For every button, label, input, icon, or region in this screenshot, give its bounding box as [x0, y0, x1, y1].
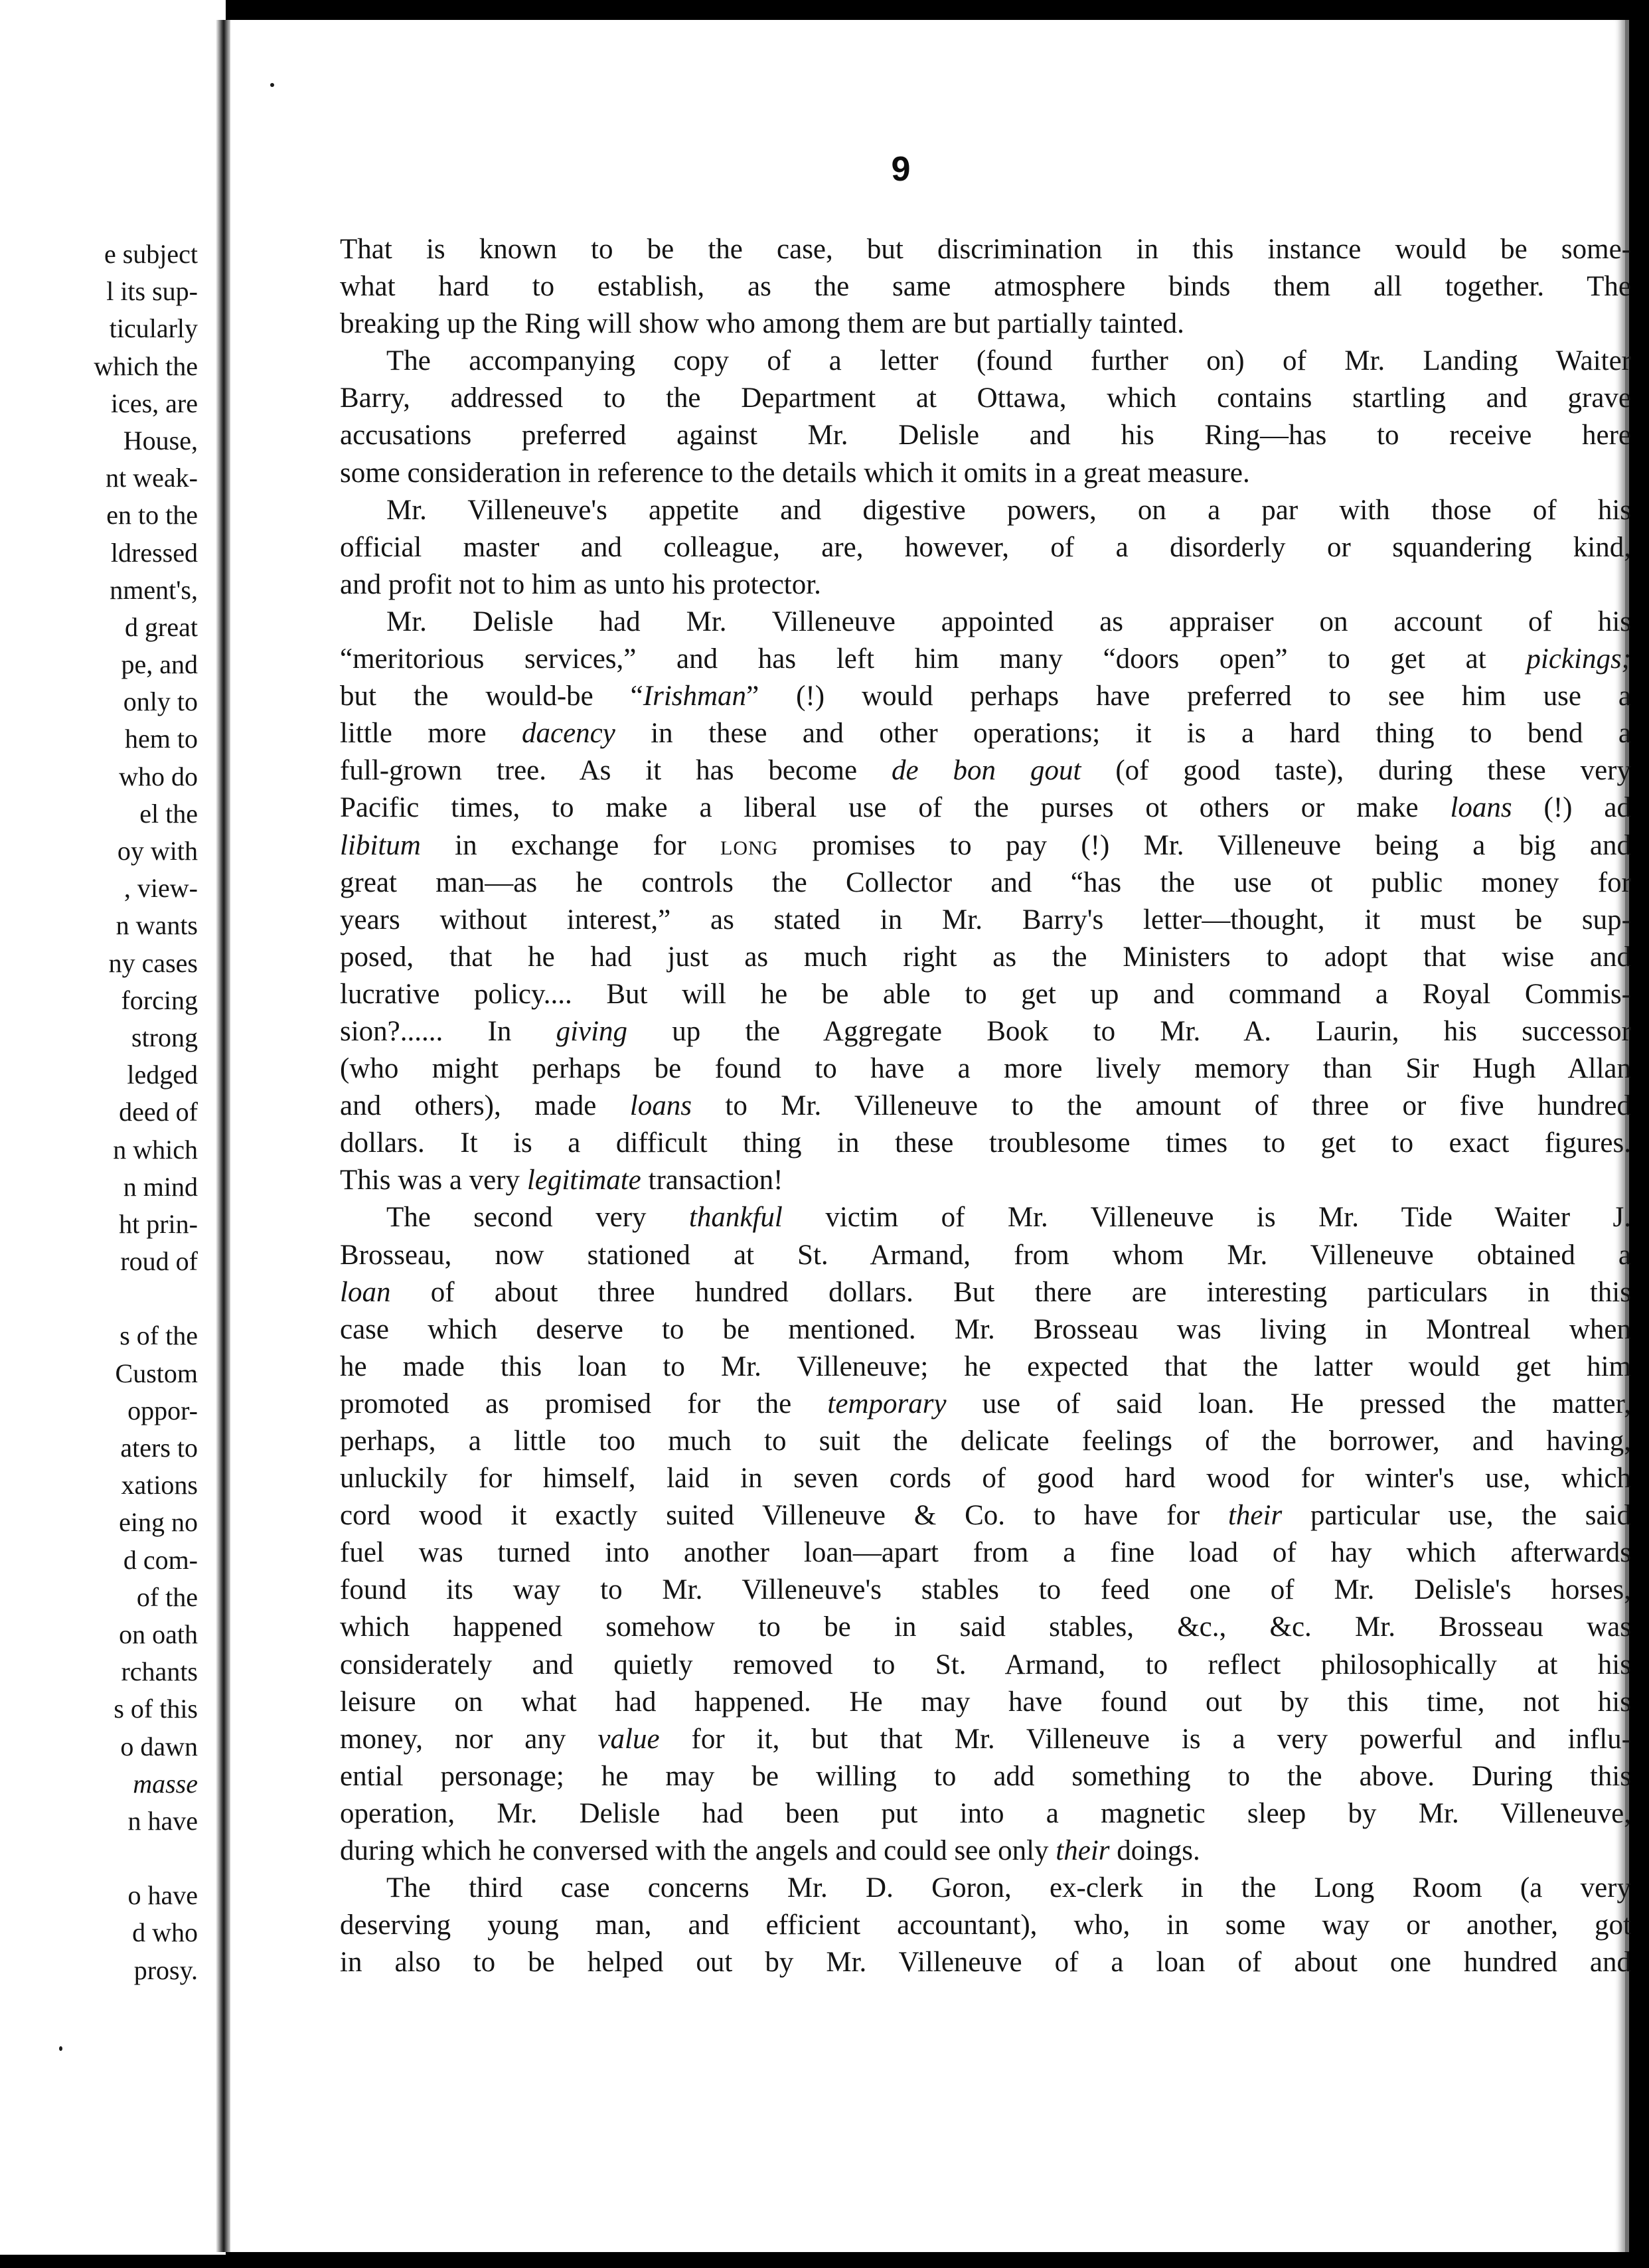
book-gutter — [216, 20, 230, 2252]
facing-page-line: strong — [131, 1022, 198, 1052]
facing-page-line: s of this — [114, 1694, 198, 1724]
facing-page-line: s of the — [119, 1321, 198, 1351]
facing-page-line: e subject — [104, 239, 198, 269]
facing-page-line: en to the — [106, 500, 198, 530]
body-line: cord wood it exactly suited Villeneuve & Co. to have for their particular use, the said — [340, 1500, 1631, 1532]
facing-page-line: deed of — [119, 1097, 198, 1127]
facing-page-line: d great — [125, 611, 198, 642]
body-line: libitum in exchange for long promises to pay (!) Mr. Villeneuve being a big and — [340, 829, 1631, 861]
facing-page-line: prosy. — [133, 1955, 198, 1985]
facing-page-line: forcing — [121, 985, 198, 1015]
body-line: sion?...... In giving up the Aggregate Book to Mr. A. Laurin, his successor — [340, 1015, 1631, 1047]
facing-page-line: o dawn — [120, 1731, 198, 1761]
body-line: Mr. Villeneuve's appetite and digestive powers, on a par with those of his — [386, 494, 1631, 526]
body-line: Brosseau, now stationed at St. Armand, from whom Mr. Villeneuve obtained a — [340, 1239, 1631, 1271]
facing-page-line: on oath — [119, 1619, 198, 1649]
body-line: loan of about three hundred dollars. But there are interesting particulars in this — [340, 1276, 1631, 1308]
facing-page-line: aters to — [120, 1433, 198, 1463]
body-line: dollars. It is a difficult thing in these troublesome times to get to exact figures. — [340, 1127, 1631, 1159]
body-line: ential personage; he may be willing to add something to the above. During this — [340, 1760, 1631, 1792]
facing-page-line: only to — [123, 687, 198, 717]
facing-page-line: n which — [113, 1134, 198, 1165]
body-line: in also to be helped out by Mr. Villeneuve of a loan of about one hundred and — [340, 1947, 1631, 1979]
facing-page-line: ny cases — [108, 947, 198, 978]
body-line: which happened somehow to be in said stables, &c., &c. Mr. Brosseau was — [340, 1611, 1631, 1643]
facing-page-line: ices, are — [110, 388, 198, 418]
facing-page-line: of the — [136, 1581, 198, 1612]
body-line: years without interest,” as stated in Mr. Barry's letter—thought, it must be sup- — [340, 904, 1631, 935]
facing-page-line: oy with — [117, 836, 198, 866]
facing-page-line: nt weak- — [106, 463, 198, 493]
facing-page-line: l its sup- — [106, 276, 198, 307]
body-line: what hard to establish, as the same atmosphere binds them all together. The — [340, 271, 1631, 303]
main-page — [230, 20, 1629, 2252]
facing-page-line: Custom — [115, 1358, 198, 1388]
facing-page-line: oppor- — [127, 1395, 198, 1425]
facing-page-line: ht prin- — [119, 1208, 198, 1239]
facing-page-line — [0, 1840, 198, 1877]
facing-page-line: House, — [123, 425, 198, 455]
body-line: during which he conversed with the angels and could see only their doings. — [340, 1835, 1200, 1867]
body-line: Barry, addressed to the Department at Ottawa, which contains startling and grave — [340, 382, 1631, 414]
facing-page-line: ledged — [127, 1060, 198, 1090]
facing-page-line: hem to — [125, 724, 198, 754]
facing-page-line: pe, and — [121, 649, 198, 680]
body-line: leisure on what had happened. He may have found out by this time, not his — [340, 1686, 1631, 1718]
facing-page-line: n wants — [116, 910, 198, 941]
facing-page-line: who do — [119, 761, 198, 791]
body-line: breaking up the Ring will show who among them are but partially tainted. — [340, 308, 1184, 340]
scan-speck — [59, 2046, 62, 2051]
body-line: That is known to be the case, but discrimination in this instance would be some- — [340, 234, 1631, 265]
body-line: (who might perhaps be found to have a more lively memory than Sir Hugh Allan — [340, 1053, 1631, 1085]
body-line: case which deserve to be mentioned. Mr. Brosseau was living in Montreal when — [340, 1313, 1631, 1345]
body-line: and others), made loans to Mr. Villeneuve to the amount of three or five hundred — [340, 1090, 1631, 1122]
facing-page-line: nment's, — [110, 574, 198, 605]
body-line: “meritorious services,” and has left him many “doors open” to get at pickings; — [340, 643, 1631, 675]
facing-page-line: ldressed — [110, 537, 198, 568]
body-line: operation, Mr. Delisle had been put into a magnetic sleep by Mr. Villeneuve, — [340, 1797, 1631, 1829]
scan-speck — [270, 83, 274, 87]
body-line: some consideration in reference to the details which it omits in a great measure. — [340, 457, 1250, 489]
body-line: considerately and quietly removed to St. Armand, to reflect philosophically at his — [340, 1649, 1631, 1680]
body-line: perhaps, a little too much to suit the delicate feelings of the borrower, and having, — [340, 1425, 1631, 1457]
body-line: accusations preferred against Mr. Delisle and his Ring—has to receive here — [340, 420, 1631, 451]
facing-page-line: d com- — [123, 1544, 198, 1575]
body-line: official master and colleague, are, however, of a disorderly or squandering kind, — [340, 531, 1631, 563]
body-line: unluckily for himself, laid in seven cords of good hard wood for winter's use, which — [340, 1463, 1631, 1495]
scan-border-bottom — [0, 2252, 1649, 2268]
facing-page-line: masse — [133, 1768, 198, 1799]
facing-page-left — [0, 0, 226, 2255]
body-line: fuel was turned into another loan—apart from a fine load of hay which afterwards — [340, 1537, 1631, 1569]
body-line: but the would-be “Irishman” (!) would perhaps have preferred to see him use a — [340, 681, 1631, 712]
facing-page-line — [0, 1280, 198, 1317]
facing-page-line: roud of — [120, 1246, 198, 1277]
facing-page-line: rchants — [121, 1657, 198, 1687]
body-line: and profit not to him as unto his protector. — [340, 568, 821, 600]
facing-page-text — [0, 236, 198, 1989]
page-number: 9 — [891, 150, 911, 189]
body-line: he made this loan to Mr. Villeneuve; he expected that the latter would get him — [340, 1350, 1631, 1382]
body-line: promoted as promised for the temporary use of said loan. He pressed the matter, — [340, 1388, 1631, 1419]
facing-page-line: which the — [94, 351, 198, 381]
facing-page-line: el the — [139, 798, 198, 829]
body-line: little more dacency in these and other operations; it is a hard thing to bend a — [340, 718, 1631, 750]
facing-page-line: n mind — [123, 1171, 198, 1202]
body-line: money, nor any value for it, but that Mr. Villeneuve is a very powerful and influ- — [340, 1723, 1631, 1755]
facing-page-line: d who — [132, 1917, 198, 1948]
body-line: The second very thankful victim of Mr. Villeneuve is Mr. Tide Waiter J. — [386, 1202, 1631, 1234]
scan-border-top — [0, 0, 1649, 20]
body-line: full-grown tree. As it has become de bon gout (of good taste), during these very — [340, 755, 1631, 787]
body-line: Mr. Delisle had Mr. Villeneuve appointed as appraiser on account of his — [386, 606, 1631, 637]
body-line: lucrative policy.... But will he be able to get up and command a Royal Commis- — [340, 978, 1631, 1010]
facing-page-line: eing no — [119, 1507, 198, 1538]
body-line: great man—as he controls the Collector and “has the use ot public money for — [340, 866, 1631, 898]
facing-page-line: o have — [127, 1880, 198, 1911]
facing-page-line: n have — [127, 1805, 198, 1836]
body-line: This was a very legitimate transaction! — [340, 1165, 783, 1196]
body-line: Pacific times, to make a liberal use of the purses ot others or make loans (!) ad — [340, 792, 1631, 824]
facing-page-line: xations — [121, 1470, 198, 1500]
facing-page-line: ticularly — [109, 313, 198, 344]
body-line: posed, that he had just as much right as the Ministers to adopt that wise and — [340, 941, 1631, 973]
facing-page-line: , view- — [123, 873, 198, 904]
body-text — [340, 231, 1631, 1981]
body-line: The accompanying copy of a letter (found further on) of Mr. Landing Waiter — [386, 345, 1631, 377]
body-line: found its way to Mr. Villeneuve's stables to feed one of Mr. Delisle's horses, — [340, 1574, 1631, 1606]
body-line: The third case concerns Mr. D. Goron, ex-clerk in the Long Room (a very — [386, 1872, 1631, 1904]
body-line: deserving young man, and efficient accountant), who, in some way or another, got — [340, 1909, 1631, 1941]
